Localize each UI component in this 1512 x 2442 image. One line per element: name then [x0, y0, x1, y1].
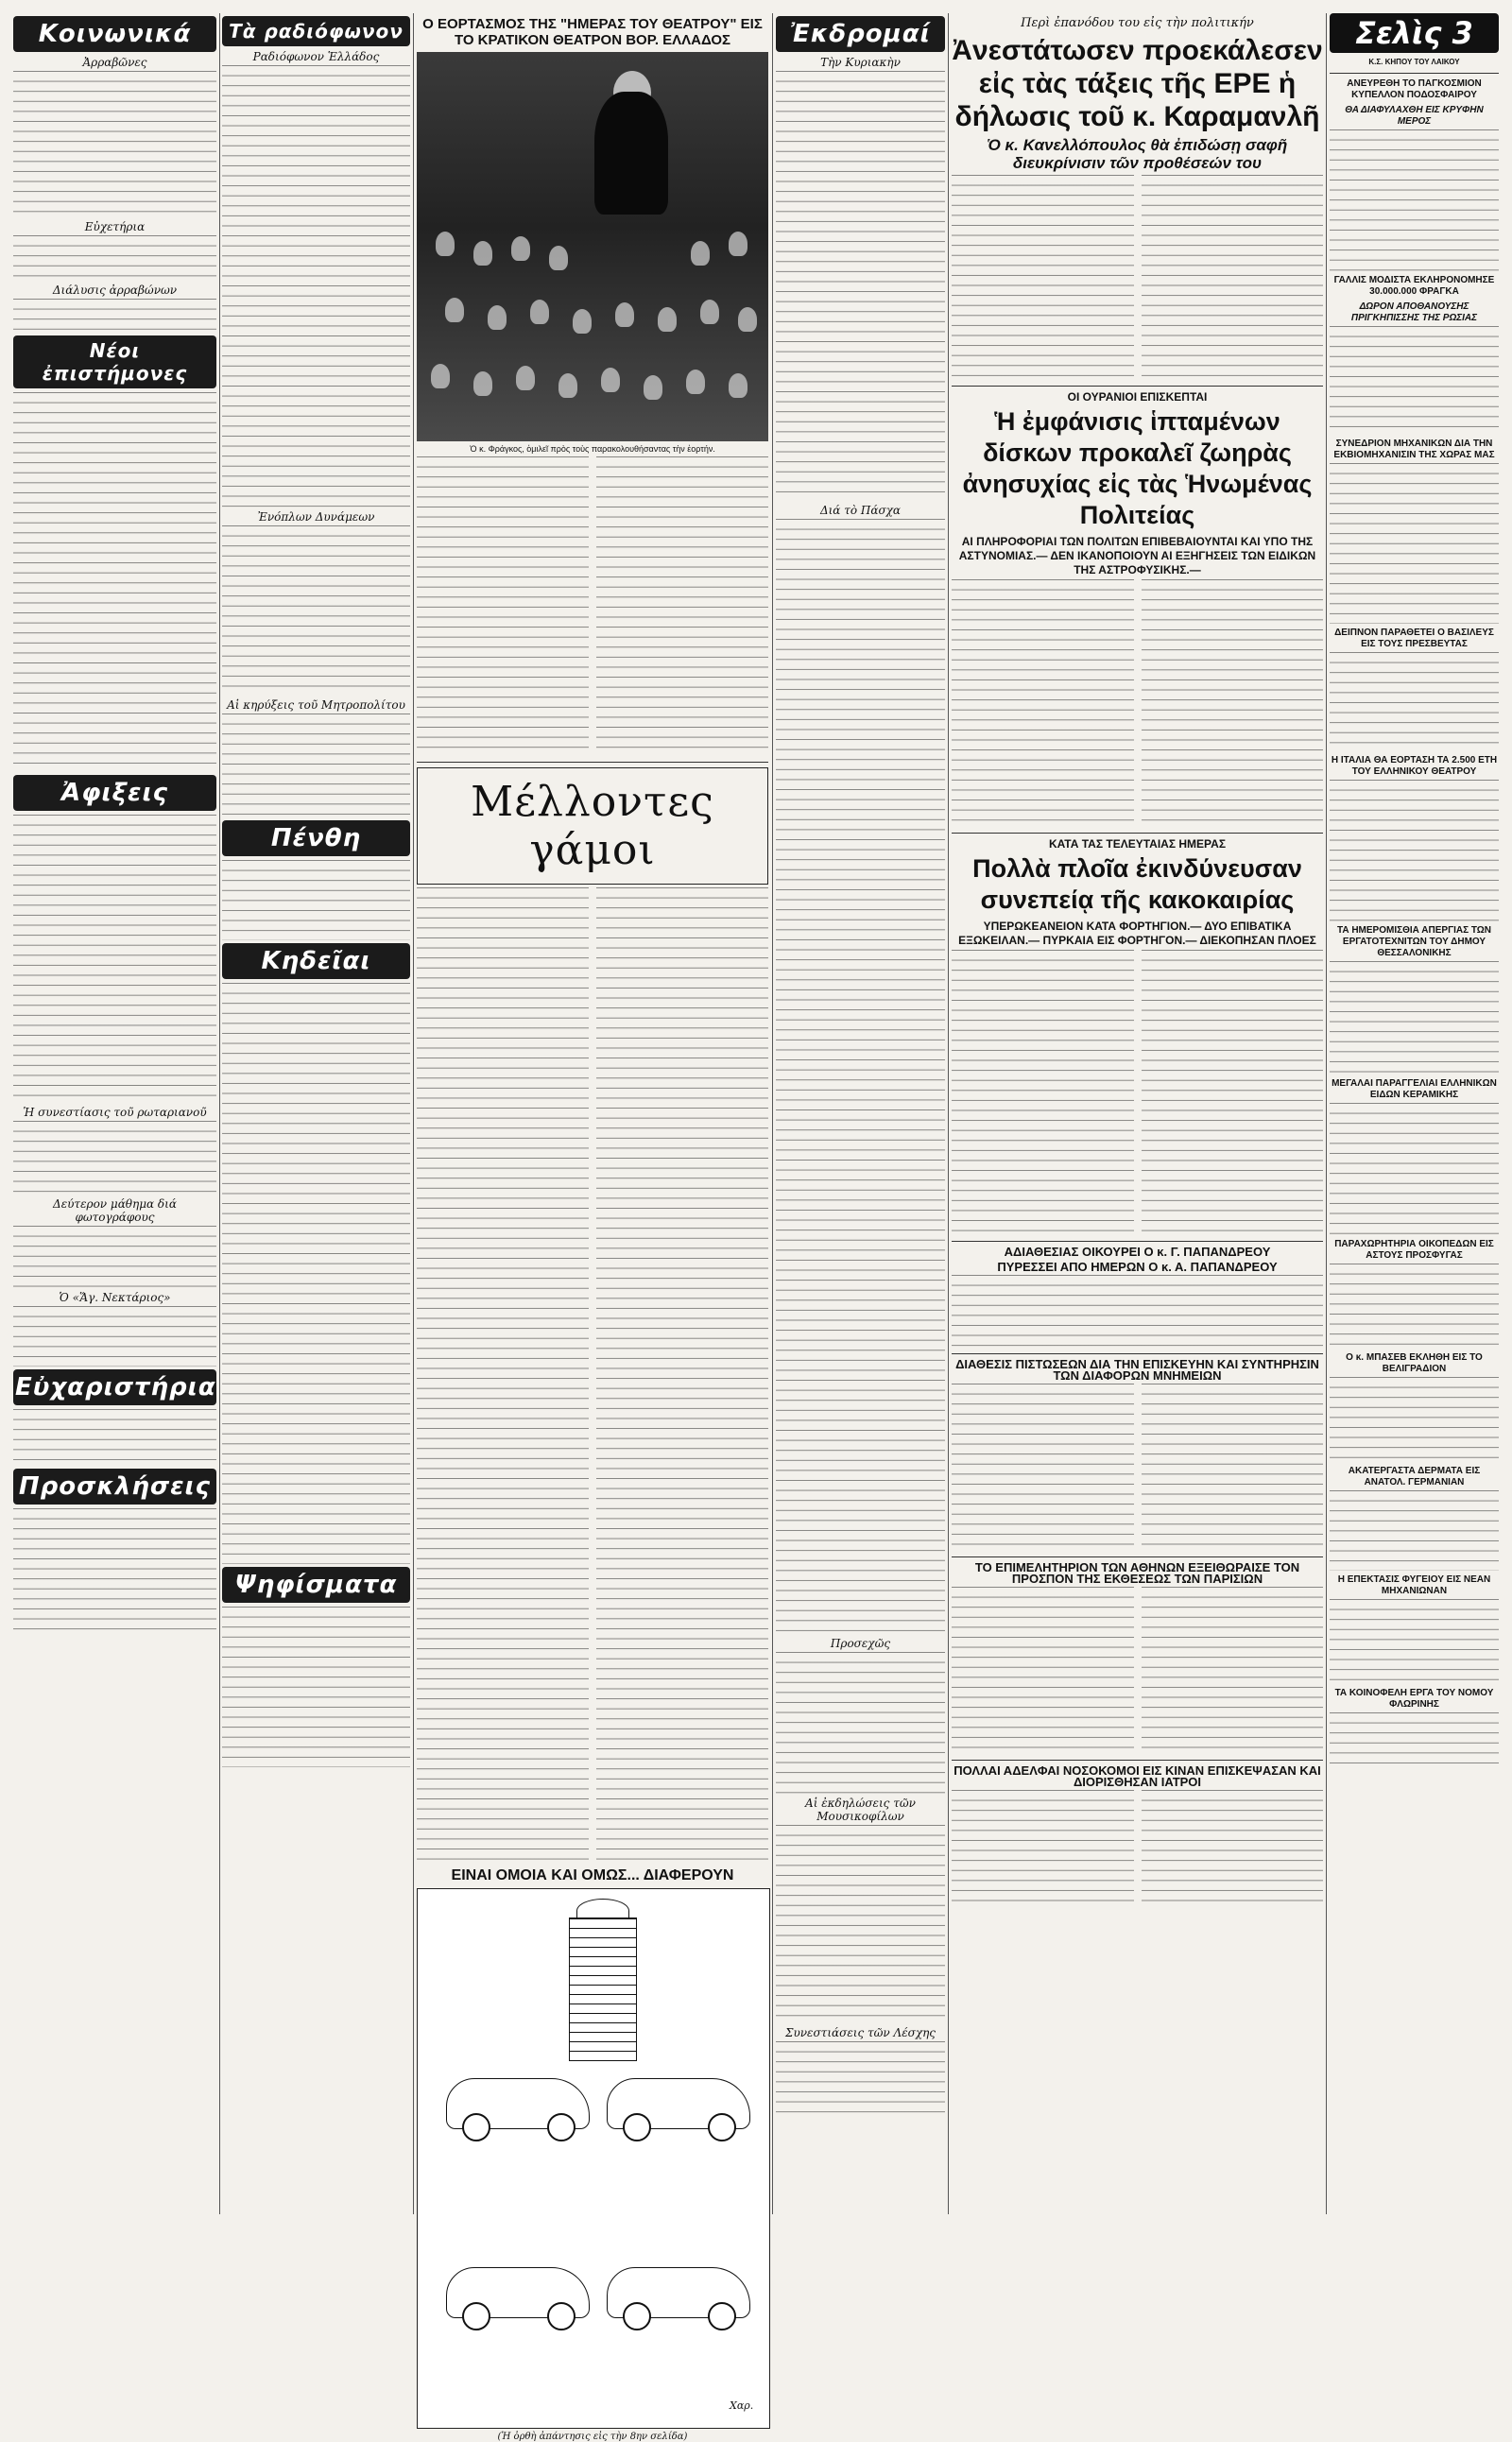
article-body: [952, 1790, 1134, 1903]
article-body: [222, 1607, 410, 1767]
article-body: [222, 714, 410, 817]
brief-headline: ΑΝΕΥΡΕΘΗ ΤΟ ΠΑΓΚΟΣΜΙΟΝ ΚΥΠΕΛΛΟΝ ΠΟΔΟΣΦΑΙΡΟΥ: [1347, 78, 1482, 100]
subheading-rotary: Ἡ συνεστίασις τοῦ ρωταριανοῦ: [23, 1106, 207, 1119]
article-body: [222, 860, 410, 940]
kicker-ufo: ΟΙ ΟΥΡΑΝΙΟΙ ΕΠΙΣΚΕΠΤΑΙ: [1067, 390, 1208, 404]
article-body: [13, 392, 216, 772]
column-social: [13, 13, 216, 2214]
article-body: [1330, 1599, 1499, 1684]
column-divider: [772, 13, 773, 2214]
theatre-photo: [417, 52, 768, 441]
brief-headline: ΤΑ ΚΟΙΝΟΦΕΛΗ ΕΡΓΑ ΤΟΥ ΝΟΜΟΥ ΦΛΩΡΙΝΗΣ: [1334, 1688, 1494, 1710]
subheading-nektarios: Ὁ «Ἅγ. Νεκτάριος»: [59, 1291, 171, 1304]
brief-subhead: ΘΑ ΔΙΑΦΥΛΑΧΘΗ ΕΙΣ ΚΡΥΦΗΝ ΜΕΡΟΣ: [1345, 105, 1484, 127]
weddings-heading: Μέλλοντες γάμοι: [471, 778, 714, 874]
section-heading-arrivals: Ἀφιξεις: [13, 775, 216, 811]
excursion-listings: [776, 519, 945, 1634]
column-politics: [952, 13, 1323, 2214]
section-heading-resolutions: Ψηφίσματα: [222, 1567, 410, 1603]
article-body: [1330, 1103, 1499, 1235]
column-excursions: [776, 13, 945, 2214]
cartoon-caption: (Ἡ ὀρθὴ ἀπάντησις εἰς τὴν 8ην σελίδα): [497, 2431, 688, 2442]
article-body: [1330, 1264, 1499, 1349]
cartoon-signature: Χαρ.: [730, 2399, 754, 2412]
article-body: [952, 950, 1134, 1233]
article-body: [13, 299, 216, 333]
article-body: [952, 175, 1134, 378]
section-heading-excursions: Ἐκδρομαί: [776, 16, 945, 52]
photo-speaker-body: [594, 92, 668, 215]
section-heading-graduates: Νέοι ἐπιστήμονες: [13, 335, 216, 388]
article-body: [1330, 961, 1499, 1075]
subheading-photography: Δεύτερον μάθημα διά φωτογράφους: [53, 1197, 177, 1224]
subheading-wishes: Εὐχετήρια: [84, 220, 146, 233]
subheading-radio-greece: Ραδιόφωνον Ἑλλάδος: [252, 50, 380, 63]
article-body: [13, 1306, 216, 1367]
column-briefs: [1330, 13, 1499, 2214]
column-divider: [219, 13, 220, 2214]
article-body: [1330, 129, 1499, 271]
article-body: [1330, 463, 1499, 624]
column-divider: [948, 13, 949, 2214]
brief-headline: ΠΑΡΑΧΩΡΗΤΗΡΙΑ ΟΙΚΟΠΕΔΩΝ ΕΙΣ ΑΣΤΟΥΣ ΠΡΟΣΦΥΓΑΣ: [1334, 1239, 1494, 1261]
subheading-sermons: Αἱ κηρύξεις τοῦ Μητροπολίτου: [227, 698, 405, 712]
brief-subhead: ΔΩΡΟΝ ΑΠΟΘΑΝΟΥΣΗΣ ΠΡΙΓΚΗΠΙΣΣΗΣ ΤΗΣ ΡΩΣΙΑΣ: [1350, 301, 1478, 323]
page-date: Κ.Σ. ΚΗΠΟΥ ΤΟΥ ΛΑΙΚΟΥ: [1368, 58, 1460, 66]
article-body: [952, 1587, 1134, 1752]
radio-program-list: [222, 525, 410, 696]
article-body: [776, 1825, 945, 2023]
brief-headline: ΔΕΙΠΝΟΝ ΠΑΡΑΘΕΤΕΙ Ο ΒΑΣΙΛΕΥΣ ΕΙΣ ΤΟΥΣ ΠΡΕΣΒΕΥΤΑΣ: [1334, 628, 1494, 649]
page-number-label: Σελὶς 3: [1330, 13, 1499, 53]
section-heading-social: Κοινωνικά: [13, 16, 216, 52]
article-body: [952, 579, 1134, 825]
section-heading-thanks: Εὐχαριστήρια: [13, 1369, 216, 1405]
article-body: [1142, 175, 1324, 378]
column-divider: [1326, 13, 1327, 2214]
section-heading-radio: Τὰ ραδιόφωνον: [222, 16, 410, 46]
subheading-upcoming: Προσεχῶς: [830, 1637, 891, 1650]
brief-headline: ΓΑΛΛΙΣ ΜΟΔΙΣΤΑ ΕΚΛΗΡΟΝΟΜΗΣΕ 30.000.000 ΦΡΑΓΚΑ: [1333, 275, 1495, 297]
kicker-politics: Περὶ ἐπανόδου του εἰς τὴν πολιτικήν: [1021, 16, 1254, 30]
storm-headline: Πολλὰ πλοῖα ἐκινδύνευσαν συνεπείᾳ τῆς κακοκαιρίας: [972, 854, 1302, 915]
article-body: [1142, 950, 1324, 1233]
subheading-club-dinners: Συνεστιάσεις τῶν Λέσχης: [784, 2026, 936, 2039]
article-body: [1330, 1490, 1499, 1571]
column-radio: [222, 13, 410, 2214]
section-heading-funerals: Κηδεῖαι: [222, 943, 410, 979]
storm-deck: ΥΠΕΡΩΚΕΑΝΕΙΟΝ ΚΑΤΑ ΦΟΡΤΗΓΙΟΝ.— ΔΥΟ ΕΠΙΒΑΤΙΚΑ ΕΞΩΚΕΙΛΑΝ.— ΠΥΡΚΑΙΑ ΕΙΣ ΦΟΡΤΗΓΟΝ.— ΔΙΕΚΟΠΗΣΑΝ ΠΛΟΕΣ: [958, 920, 1316, 948]
article-body: [13, 235, 216, 281]
wedding-announcements: [596, 887, 768, 1861]
nurses-headline: ΠΟΛΛΑΙ ΑΔΕΛΦΑΙ ΝΟΣΟΚΟΜΟΙ ΕΙΣ ΚΙΝΑΝ ΕΠΙΣΚΕΨΑΣΑΝ ΚΑΙ ΔΙΟΡΙΣΘΗΣΑΝ ΙΑΤΡΟΙ: [954, 1763, 1321, 1790]
subheading-broken-engagement: Διάλυσις ἀρραβώνων: [52, 284, 178, 297]
ufo-deck: ΑΙ ΠΛΗΡΟΦΟΡΙΑΙ ΤΩΝ ΠΟΛΙΤΩΝ ΕΠΙΒΕΒΑΙΟΥΝΤΑΙ ΚΑΙ ΥΠΟ ΤΗΣ ΑΣΤΥΝΟΜΙΑΣ.— ΔΕΝ ΙΚΑΝΟΠΟΙΟΥΝ ΑΙ ΕΞΗΓΗΣΕΙΣ ΤΩΝ ΕΙΔΙΚΩΝ ΤΗΣ ΑΣΤΡΟΦΥΣΙΚΗΣ.—: [958, 535, 1316, 577]
brief-headline: ΑΚΑΤΕΡΓΑΣΤΑ ΔΕΡΜΑΤΑ ΕΙΣ ΑΝΑΤΟΛ. ΓΕΡΜΑΝΙΑΝ: [1348, 1466, 1481, 1488]
theatre-headline: Ο ΕΟΡΤΑΣΜΟΣ ΤΗΣ "ΗΜΕΡΑΣ ΤΟΥ ΘΕΑΤΡΟΥ" ΕΙΣ ΤΟ ΚΡΑΤΙΚΟΝ ΘΕΑΤΡΟΝ ΒΟΡ. ΕΛΛΑΔΟΣ: [422, 16, 763, 48]
brief-headline: Ο κ. ΜΠΑΣΕΒ ΕΚΛΗΘΗ ΕΙΣ ΤΟ ΒΕΛΙΓΡΑΔΙΟΝ: [1346, 1352, 1483, 1374]
article-body: [13, 1226, 216, 1288]
subheading-armed-forces: Ἐνόπλων Δυνάμεων: [257, 510, 375, 524]
article-body: [1142, 1384, 1324, 1549]
article-body: [1330, 1377, 1499, 1462]
article-body: [13, 1508, 216, 1631]
kicker-storm: ΚΑΤΑ ΤΑΣ ΤΕΛΕΥΤΑΙΑΣ ΗΜΕΡΑΣ: [1048, 837, 1227, 851]
article-body: [1142, 579, 1324, 825]
section-heading-invitations: Προσκλήσεις: [13, 1469, 216, 1505]
wedding-announcements: [417, 887, 589, 1861]
excursion-listings: [776, 71, 945, 501]
cartoon-puzzle: [417, 1888, 770, 2429]
article-body: [13, 1409, 216, 1466]
ufo-headline: Ἡ ἐμφάνισις ἱπταμένων δίσκων προκαλεῖ ζωηρὰς ἀνησυχίας εἰς τὰς Ἡνωμένας Πολιτείας: [962, 407, 1313, 530]
column-divider: [413, 13, 414, 2214]
article-body: [13, 815, 216, 1103]
newspaper-page: [13, 13, 1499, 2442]
article-body: [1142, 1587, 1324, 1752]
article-body: [13, 1121, 216, 1195]
article-body: [1330, 1712, 1499, 1769]
funeral-notices: [222, 983, 410, 1564]
papandreou-headline: ΑΔΙΑΘΕΣΙΑΣ ΟΙΚΟΥΡΕΙ Ο κ. Γ. ΠΑΠΑΝΔΡΕΟΥ: [1004, 1245, 1271, 1260]
article-body: [1142, 1790, 1324, 1903]
brief-headline: ΣΥΝΕΔΡΙΟΝ ΜΗΧΑΝΙΚΩΝ ΔΙΑ ΤΗΝ ΕΚΒΙΟΜΗΧΑΝΙΣΙΝ ΤΗΣ ΧΩΡΑΣ ΜΑΣ: [1333, 439, 1495, 460]
article-body: [1330, 326, 1499, 435]
brief-headline: ΤΑ ΗΜΕΡΟΜΙΣΘΙΑ ΑΠΕΡΓΙΑΣ ΤΩΝ ΕΡΓΑΤΟΤΕΧΝΙΤΩΝ ΤΟΥ ΔΗΜΟΥ ΘΕΣΣΑΛΟΝΙΚΗΣ: [1336, 925, 1492, 958]
article-body: [1330, 652, 1499, 751]
article-body: [776, 1652, 945, 1794]
brief-headline: Η ΙΤΑΛΙΑ ΘΑ ΕΟΡΤΑΣΗ ΤΑ 2.500 ΕΤΗ ΤΟΥ ΕΛΛΗΝΙΚΟΥ ΘΕΑΤΡΟΥ: [1331, 755, 1498, 777]
article-body: [952, 1275, 1323, 1349]
brief-headline: ΜΕΓΑΛΑΙ ΠΑΡΑΓΓΕΛΙΑΙ ΕΛΛΗΝΙΚΩΝ ΕΙΔΩΝ ΚΕΡΑΜΙΚΗΣ: [1332, 1078, 1497, 1100]
article-body: [596, 456, 768, 754]
main-headline: Ἀνεστάτωσεν προεκάλεσεν εἰς τὰς τάξεις τῆς ΕΡΕ ἡ δήλωσις τοῦ κ. Καραμανλῆ: [952, 35, 1323, 132]
subheading-sunday: Τὴν Κυριακὴν: [820, 56, 901, 69]
subheading-music-lovers: Αἱ ἐκδηλώσεις τῶν Μουσικοφίλων: [805, 1797, 916, 1823]
article-body: [952, 1384, 1134, 1549]
section-heading-mourning: Πένθη: [222, 820, 410, 856]
papandreou-subhead: ΠΥΡΕΣΣΕΙ ΑΠΟ ΗΜΕΡΩΝ Ο κ. Α. ΠΑΠΑΝΔΡΕΟΥ: [997, 1260, 1278, 1275]
article-body: [417, 456, 589, 754]
article-body: [776, 2041, 945, 2117]
cartoon-title: ΕΙΝΑΙ ΟΜΟΙΑ ΚΑΙ ΟΜΩΣ... ΔΙΑΦΕΡΟΥΝ: [451, 1867, 734, 1883]
subheading-engagements: Ἀρραβῶνες: [82, 56, 147, 69]
brief-headline: Η ΕΠΕΚΤΑΣΙΣ ΦΥΓΕΙΟΥ ΕΙΣ ΝΕΑΝ ΜΗΧΑΝΙΩΝΑΝ: [1337, 1574, 1491, 1596]
main-subhead: Ὁ κ. Κανελλόπουλος θὰ ἐπιδώσῃ σαφῆ διευκρίνισιν τῶν προθέσεών του: [987, 136, 1288, 172]
subheading-easter: Διά τὸ Πάσχα: [819, 504, 902, 517]
article-body: [13, 71, 216, 217]
photo-caption: Ὁ κ. Φράγκος, ὁμιλεῖ πρὸς τοὺς παρακολουθήσαντας τὴν ἑορτήν.: [470, 444, 715, 454]
monuments-headline: ΔΙΑΘΕΣΙΣ ΠΙΣΤΩΣΕΩΝ ΔΙΑ ΤΗΝ ΕΠΙΣΚΕΥΗΝ ΚΑΙ ΣΥΝΤΗΡΗΣΙΝ ΤΩΝ ΔΙΑΦΟΡΩΝ ΜΝΗΜΕΙΩΝ: [955, 1357, 1319, 1384]
radio-program-list: [222, 65, 410, 507]
column-theatre: [417, 13, 768, 2442]
article-body: [1330, 780, 1499, 921]
chamber-headline: ΤΟ ΕΠΙΜΕΛΗΤΗΡΙΟΝ ΤΩΝ ΑΘΗΝΩΝ ΕΞΕΙΘΩΡΑΙΣΕ ΤΟΝ ΠΡΟΣΠΟΝ ΤΗΣ ΕΚΘΕΣΕΩΣ ΤΩΝ ΠΑΡΙΣΙΩΝ: [974, 1560, 1300, 1587]
